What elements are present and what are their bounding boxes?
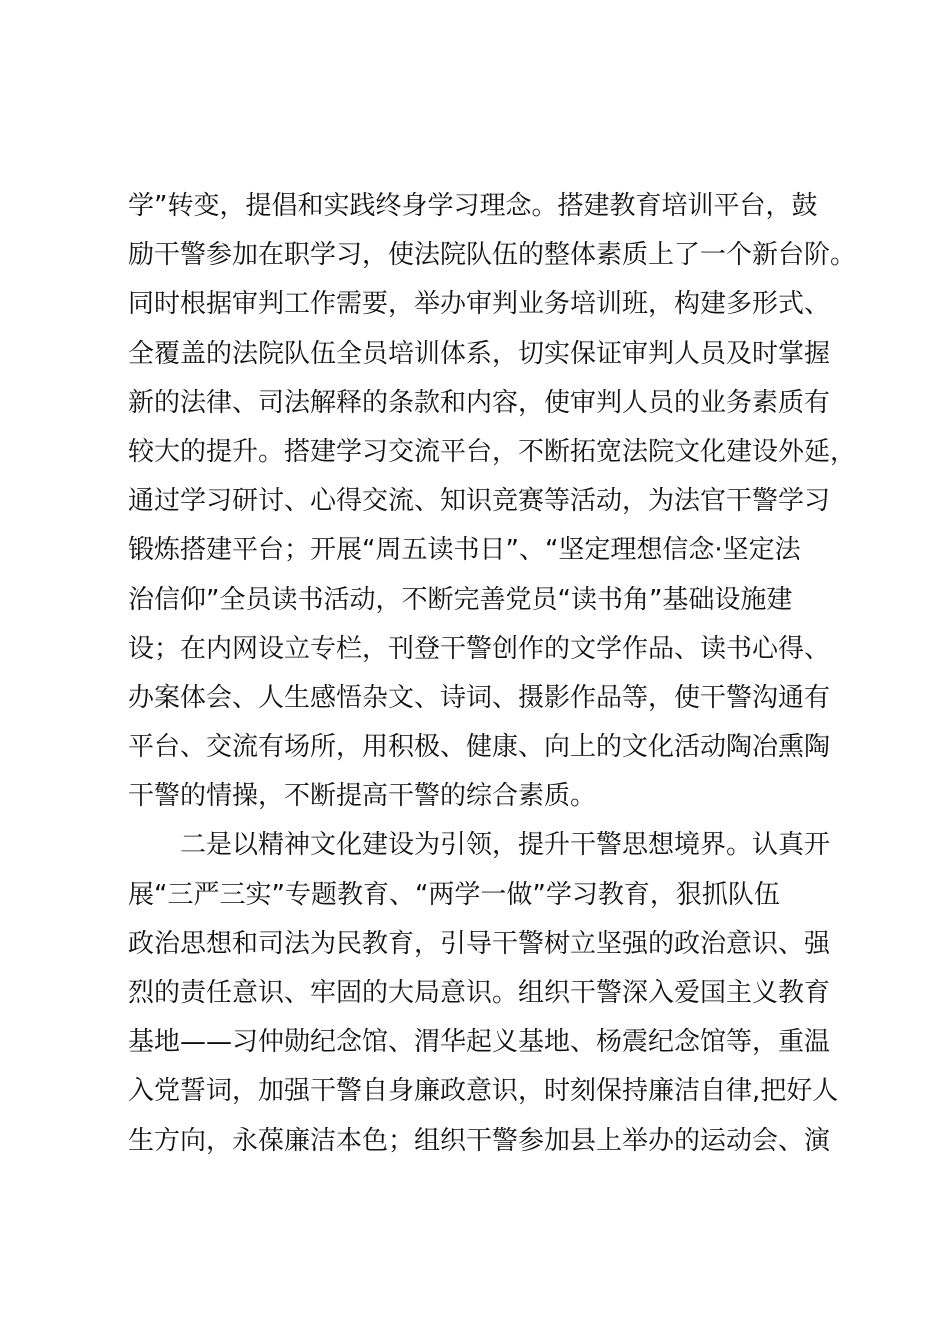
text-line: 烈的责任意识、牢固的大局意识。组织干警深入爱国主义教育 (128, 978, 831, 1008)
text-line: 平台、交流有场所，用积极、健康、向上的文化活动陶冶熏陶 (128, 732, 831, 763)
document-body (128, 182, 858, 1166)
text-line: 干警的情操，不断提高干警的综合素质。 (128, 781, 597, 812)
text-line: 治信仰”全员读书活动，不断完善党员“读书角”基础设施建 (128, 584, 793, 615)
text-line: 二是以精神文化建设为引领，提升干警思想境界。认真开 (180, 830, 831, 861)
text-line: 基地——习仲勋纪念馆、渭华起义基地、杨震纪念馆等，重温 (128, 1027, 831, 1058)
text-line: 励干警参加在职学习，使法院队伍的整体素质上了一个新台阶。 (128, 240, 857, 271)
text-line: 展“三严三实”专题教育、“两学一做”学习教育，狠抓队伍 (128, 879, 780, 910)
text-line: 学”转变，提倡和实践终身学习理念。搭建教育培训平台，鼓 (128, 191, 818, 221)
text-line: 较大的提升。搭建学习交流平台，不断拓宽法院文化建设外延， (128, 436, 857, 467)
text-line: 锻炼搭建平台；开展“周五读书日”、“坚定理想信念·坚定法 (128, 535, 801, 566)
text-line: 新的法律、司法解释的条款和内容，使审判人员的业务素质有 (128, 387, 831, 418)
paragraph-2 (128, 821, 858, 1165)
text-line: 政治思想和司法为民教育，引导干警树立坚强的政治意识、强 (128, 928, 831, 959)
paragraph-1 (128, 182, 858, 821)
text-line: 全覆盖的法院队伍全员培训体系，切实保证审判人员及时掌握 (128, 338, 831, 369)
text-line: 办案体会、人生感悟杂文、诗词、摄影作品等，使干警沟通有 (128, 682, 831, 713)
text-line: 设；在内网设立专栏，刊登干警创作的文学作品、读书心得、 (128, 633, 831, 664)
text-line: 生方向，永葆廉洁本色；组织干警参加县上举办的运动会、演 (128, 1125, 831, 1156)
text-line: 入党誓词，加强干警自身廉政意识，时刻保持廉洁自律,把好人 (128, 1076, 839, 1107)
text-line: 同时根据审判工作需要，举办审判业务培训班，构建多形式、 (128, 289, 831, 320)
text-line: 通过学习研讨、心得交流、知识竞赛等活动，为法官干警学习 (128, 486, 831, 517)
